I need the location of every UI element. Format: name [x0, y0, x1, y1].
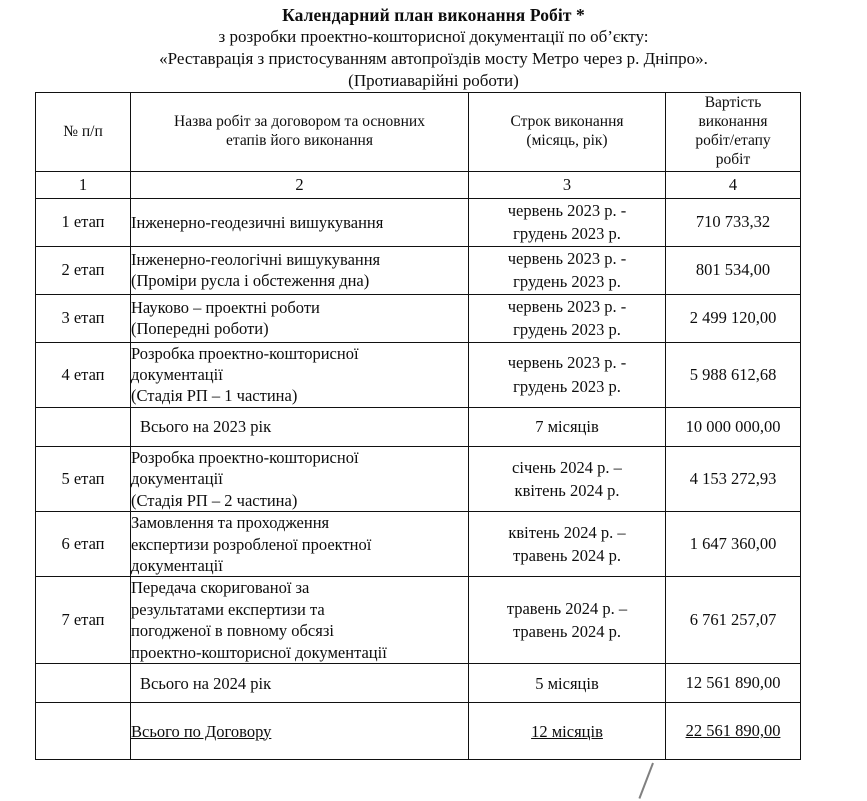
row-work-name-line: Інженерно-геодезичні вишукування	[131, 212, 384, 232]
header-cell-works	[131, 93, 469, 172]
document-subtitle-line-1: з розробки проектно-кошторисної документації по об’єкту:	[218, 27, 649, 47]
row-term	[469, 446, 666, 511]
grand-total-label: Всього по Договору	[131, 721, 272, 741]
column-number-4: 4	[666, 172, 801, 199]
row-cost: 5 988 612,68	[666, 342, 801, 407]
grand-total-number	[36, 703, 131, 760]
header-cell-term	[469, 93, 666, 172]
row-work-name	[131, 199, 469, 247]
header-label-cost-line4: робіт	[715, 150, 751, 168]
document-title-block	[0, 0, 867, 92]
grand-total-term-cell	[469, 703, 666, 760]
row-work-name-line: проектно-кошторисної документації	[131, 642, 387, 662]
row-stage-number: 2 етап	[36, 246, 131, 294]
table-header-row	[36, 93, 801, 172]
row-term-line: грудень 2023 р.	[513, 376, 621, 396]
header-label-cost-line3: робіт/етапу	[695, 132, 771, 149]
table-row	[36, 246, 801, 294]
table-total-row-2023	[36, 407, 801, 446]
row-term-line: травень 2024 р. –	[506, 598, 628, 618]
grand-total-label-cell	[131, 703, 469, 760]
header-label-term-line2: (місяць, рік)	[526, 132, 608, 149]
header-label-cost-line1: Вартість	[704, 94, 762, 112]
row-term	[469, 577, 666, 664]
row-cost: 710 733,32	[666, 199, 801, 247]
total-2024-label: Всього на 2024 рік	[131, 664, 469, 703]
total-2023-cost: 10 000 000,00	[666, 407, 801, 446]
grand-total-cost-cell	[666, 703, 801, 760]
row-term	[469, 199, 666, 247]
row-term	[469, 246, 666, 294]
table-row	[36, 577, 801, 664]
row-work-name-line: Розробка проектно-кошторисної	[131, 447, 359, 467]
row-work-name-line: результатами експертизи та	[131, 599, 325, 619]
table-grand-total-row	[36, 703, 801, 760]
row-term-line: квітень 2024 р.	[514, 481, 620, 500]
row-work-name-line: документації	[131, 556, 223, 576]
total-2024-number	[36, 664, 131, 703]
table-total-row-2024	[36, 664, 801, 703]
total-2023-term: 7 місяців	[469, 407, 666, 446]
total-2024-cost: 12 561 890,00	[666, 664, 801, 703]
column-number-3: 3	[469, 172, 666, 199]
row-term-line: грудень 2023 р.	[513, 224, 621, 244]
row-work-name-line: документації	[131, 364, 223, 384]
handwritten-pen-stroke	[638, 763, 653, 799]
header-label-works-line2: етапів його виконання	[226, 132, 373, 149]
row-cost: 1 647 360,00	[666, 512, 801, 577]
row-term-line: травень 2024 р.	[513, 622, 621, 642]
row-cost: 2 499 120,00	[666, 294, 801, 342]
row-work-name-line: експертизи розробленої проектної	[131, 534, 372, 554]
header-label-cost-line2: виконання	[698, 113, 768, 131]
row-work-name	[131, 294, 469, 342]
row-cost: 801 534,00	[666, 246, 801, 294]
row-work-name-line: Інженерно-геологічні вишукування	[131, 249, 381, 269]
header-label-number: № п/п	[63, 122, 103, 140]
row-term	[469, 294, 666, 342]
row-work-name-line: погодженої в повному обсязі	[131, 621, 334, 641]
row-work-name	[131, 342, 469, 407]
table-row	[36, 446, 801, 511]
schedule-table-wrapper	[35, 92, 800, 760]
row-term-line: грудень 2023 р.	[513, 320, 621, 340]
row-work-name	[131, 577, 469, 664]
row-work-name-line: документації	[131, 469, 223, 489]
row-stage-number: 3 етап	[36, 294, 131, 342]
table-row	[36, 294, 801, 342]
row-cost: 6 761 257,07	[666, 577, 801, 664]
total-2023-number	[36, 407, 131, 446]
table-row	[36, 342, 801, 407]
row-work-name	[131, 512, 469, 577]
row-term-line: червень 2023 р. -	[507, 248, 627, 268]
schedule-table	[35, 92, 801, 760]
row-work-name-line: Передача скоригованої за	[131, 578, 310, 598]
row-work-name-line: (Попередні роботи)	[131, 319, 269, 339]
row-term	[469, 512, 666, 577]
row-work-name-line: (Проміри русла і обстеження дна)	[131, 271, 370, 291]
document-subtitle-line-3: (Протиаварійні роботи)	[348, 70, 519, 90]
row-stage-number: 7 етап	[36, 577, 131, 664]
row-term-line: грудень 2023 р.	[513, 272, 621, 292]
header-cell-cost	[666, 93, 801, 172]
row-work-name-line: Науково – проектні роботи	[131, 297, 320, 317]
row-term-line: квітень 2024 р. –	[508, 522, 626, 542]
column-number-2: 2	[131, 172, 469, 199]
header-cell-number	[36, 93, 131, 172]
row-cost: 4 153 272,93	[666, 446, 801, 511]
table-column-number-row	[36, 172, 801, 199]
row-work-name-line: Розробка проектно-кошторисної	[131, 343, 359, 363]
row-work-name-line: (Стадія РП – 2 частина)	[131, 490, 298, 510]
row-stage-number: 5 етап	[36, 446, 131, 511]
header-label-term-line1: Строк виконання	[510, 113, 624, 131]
document-subtitle-line-2: «Реставрація з пристосуванням автопроїздів мосту Метро через р. Дніпро».	[159, 49, 708, 69]
grand-total-cost: 22 561 890,00	[685, 721, 781, 741]
column-number-1: 1	[36, 172, 131, 199]
row-stage-number: 4 етап	[36, 342, 131, 407]
table-row	[36, 199, 801, 247]
header-label-works-line1: Назва робіт за договором та основних	[174, 113, 425, 131]
grand-total-term: 12 місяців	[531, 721, 603, 741]
total-2024-term: 5 місяців	[469, 664, 666, 703]
row-term-line: січень 2024 р. –	[512, 457, 622, 477]
row-term-line: червень 2023 р. -	[507, 296, 627, 316]
row-stage-number: 1 етап	[36, 199, 131, 247]
row-work-name-line: Замовлення та проходження	[131, 513, 330, 533]
row-work-name	[131, 246, 469, 294]
row-term-line: червень 2023 р. -	[507, 353, 627, 373]
row-stage-number: 6 етап	[36, 512, 131, 577]
page-title: Календарний план виконання Робіт *	[282, 5, 585, 25]
row-term	[469, 342, 666, 407]
row-work-name-line: (Стадія РП – 1 частина)	[131, 386, 298, 406]
total-2023-label: Всього на 2023 рік	[131, 407, 469, 446]
row-work-name	[131, 446, 469, 511]
row-term-line: травень 2024 р.	[513, 546, 621, 566]
row-term-line: червень 2023 р. -	[507, 201, 627, 220]
table-row	[36, 512, 801, 577]
